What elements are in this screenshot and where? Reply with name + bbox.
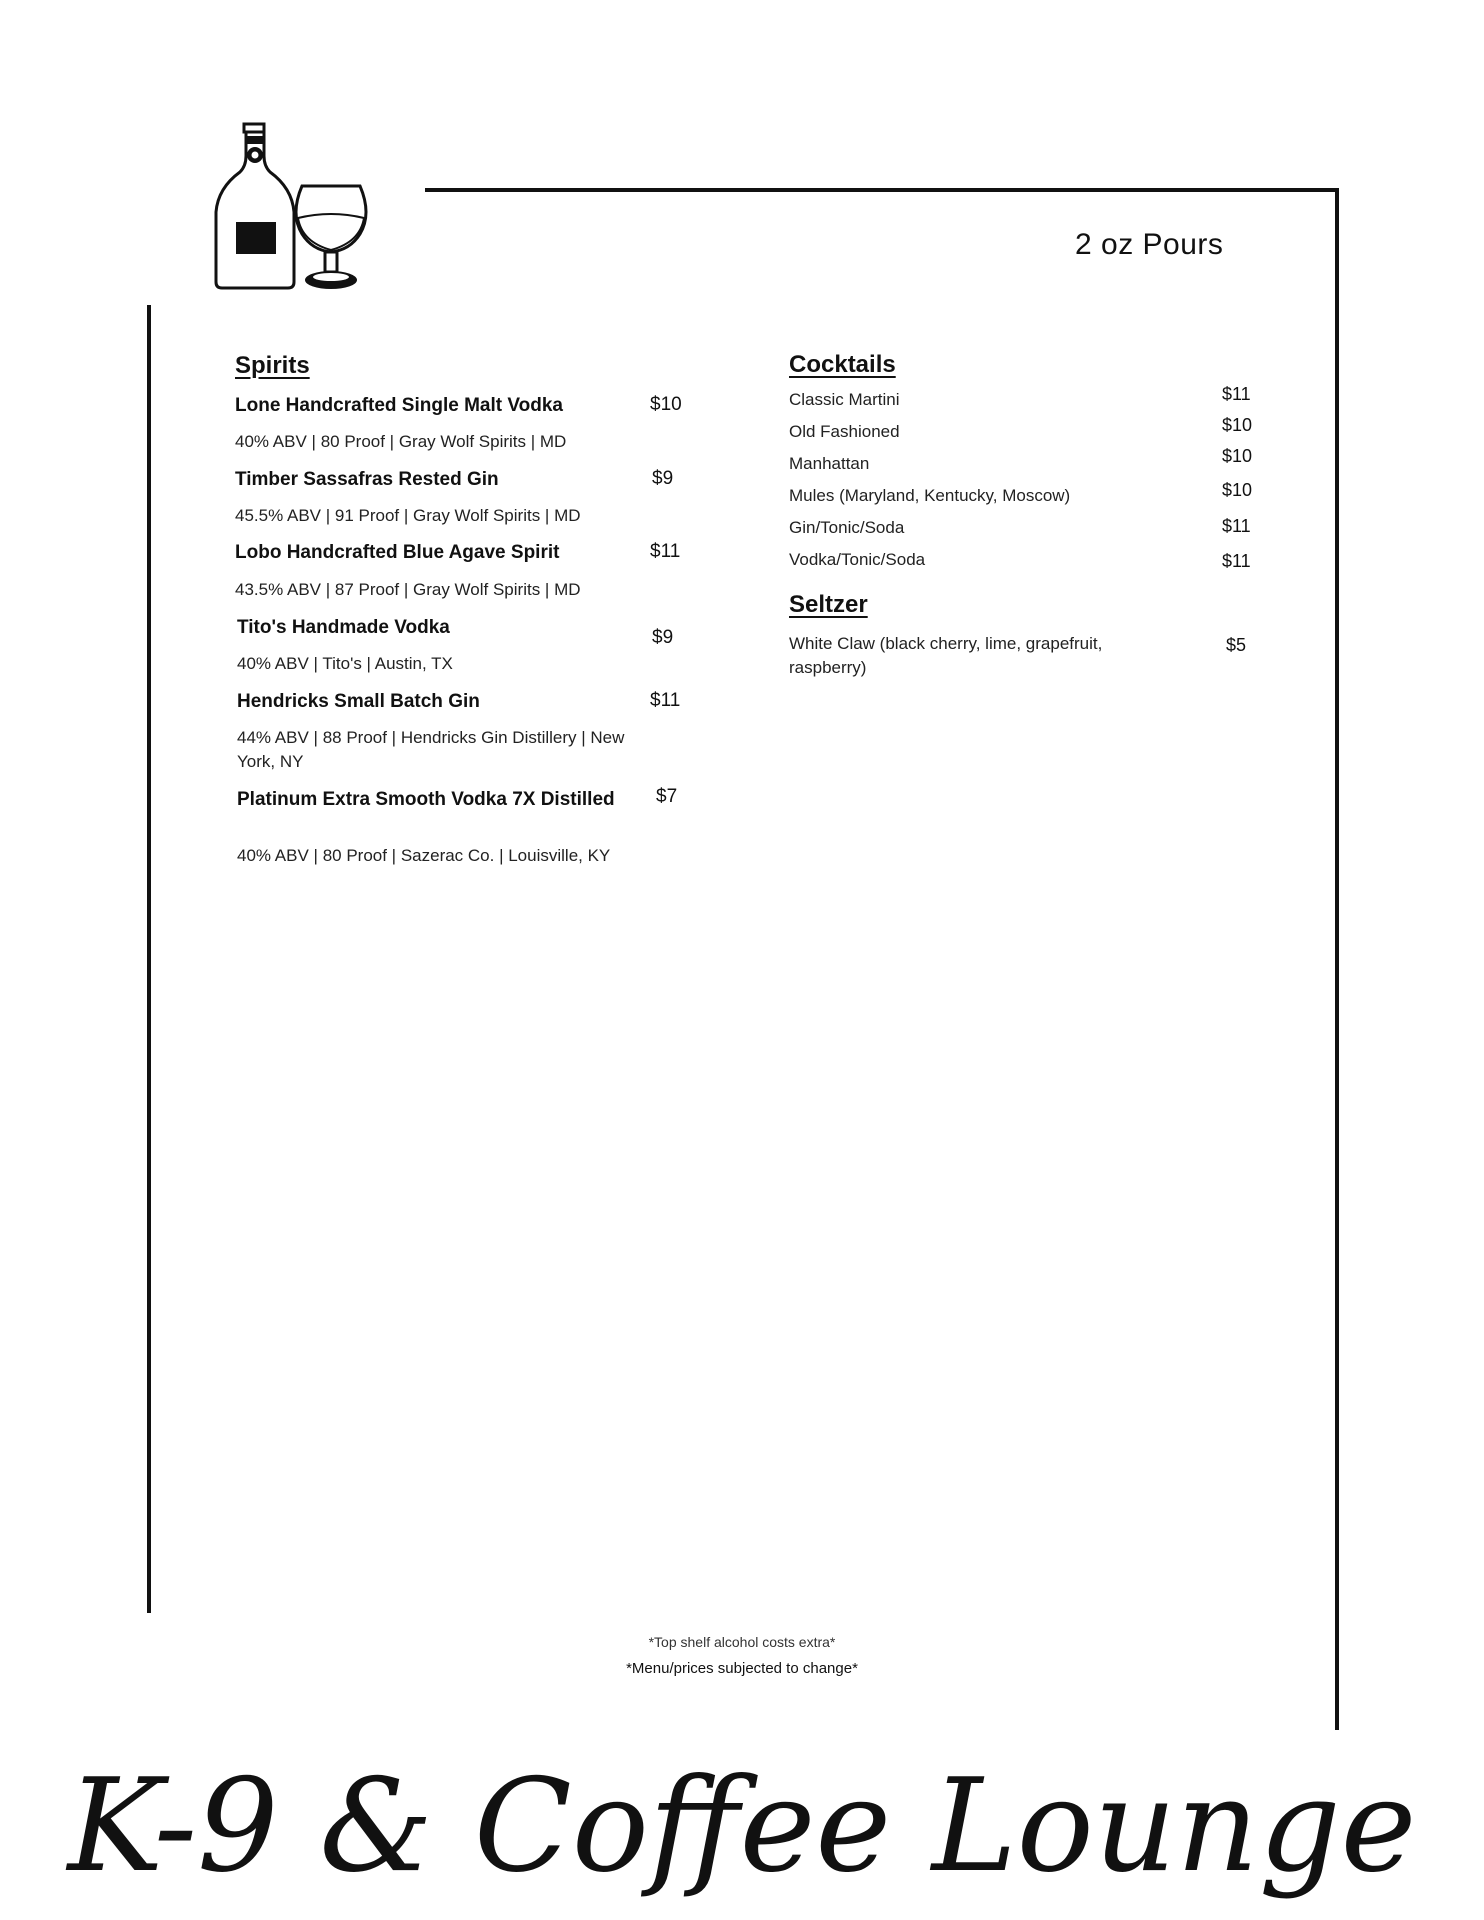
spirit-description: 40% ABV | 80 Proof | Sazerac Co. | Louisville, KY bbox=[237, 846, 611, 865]
cocktail-price: $11 bbox=[1222, 384, 1251, 404]
cocktail-price: $10 bbox=[1222, 446, 1253, 466]
spirit-name: Timber Sassafras Rested Gin bbox=[235, 469, 499, 490]
seltzer-name: White Claw (black cherry, lime, grapefruit, raspberry) bbox=[789, 634, 1103, 677]
cocktail-price: $10 bbox=[1222, 480, 1253, 500]
spirit-price: $9 bbox=[652, 468, 674, 489]
spirit-description: 45.5% ABV | 91 Proof | Gray Wolf Spirits | MD bbox=[235, 506, 581, 525]
cocktail-price: $11 bbox=[1222, 551, 1251, 571]
spirit-description: 40% ABV | 80 Proof | Gray Wolf Spirits | MD bbox=[235, 432, 567, 451]
spirit-price: $7 bbox=[656, 786, 678, 807]
brand-signature bbox=[0, 1730, 1484, 1920]
spirit-description: 43.5% ABV | 87 Proof | Gray Wolf Spirits | MD bbox=[235, 580, 581, 599]
bottle-and-glass-icon bbox=[210, 122, 380, 292]
spirit-price: $11 bbox=[650, 541, 681, 562]
cocktail-price: $11 bbox=[1222, 516, 1251, 536]
cocktail-name: Gin/Tonic/Soda bbox=[789, 518, 905, 537]
spirit-price: $10 bbox=[650, 394, 682, 415]
spirit-name: Tito's Handmade Vodka bbox=[237, 617, 450, 638]
spirit-name: Platinum Extra Smooth Vodka 7X Distilled bbox=[237, 789, 615, 810]
seltzer-price: $5 bbox=[1226, 635, 1247, 655]
cocktail-name: Mules (Maryland, Kentucky, Moscow) bbox=[789, 486, 1071, 505]
cocktail-price: $10 bbox=[1222, 415, 1253, 435]
spirits-heading: Spirits bbox=[235, 352, 310, 379]
spirit-description: 44% ABV | 88 Proof | Hendricks Gin Distillery | New York, NY bbox=[237, 728, 625, 771]
spirit-name: Lone Handcrafted Single Malt Vodka bbox=[235, 395, 563, 416]
frame-right-line bbox=[1335, 188, 1339, 1730]
spirit-description: 40% ABV | Tito's | Austin, TX bbox=[237, 654, 453, 673]
cocktail-name: Old Fashioned bbox=[789, 422, 900, 441]
pour-size-label: 2 oz Pours bbox=[1075, 228, 1224, 261]
cocktail-name: Vodka/Tonic/Soda bbox=[789, 550, 926, 569]
cocktail-name: Manhattan bbox=[789, 454, 870, 473]
cocktails-heading: Cocktails bbox=[789, 351, 896, 378]
frame-left-line bbox=[147, 305, 151, 1613]
frame-top-line bbox=[425, 188, 1339, 192]
spirit-price: $11 bbox=[650, 690, 681, 711]
price-change-note: *Menu/prices subjected to change* bbox=[626, 1660, 858, 1677]
spirit-name: Hendricks Small Batch Gin bbox=[237, 691, 480, 712]
spirit-name: Lobo Handcrafted Blue Agave Spirit bbox=[235, 542, 560, 563]
brand-name: K-9 & Coffee Lounge bbox=[67, 1752, 1417, 1901]
top-shelf-note: *Top shelf alcohol costs extra* bbox=[648, 1634, 836, 1650]
cocktail-name: Classic Martini bbox=[789, 390, 900, 409]
seltzer-heading: Seltzer bbox=[789, 591, 868, 618]
spirit-price: $9 bbox=[652, 627, 674, 648]
